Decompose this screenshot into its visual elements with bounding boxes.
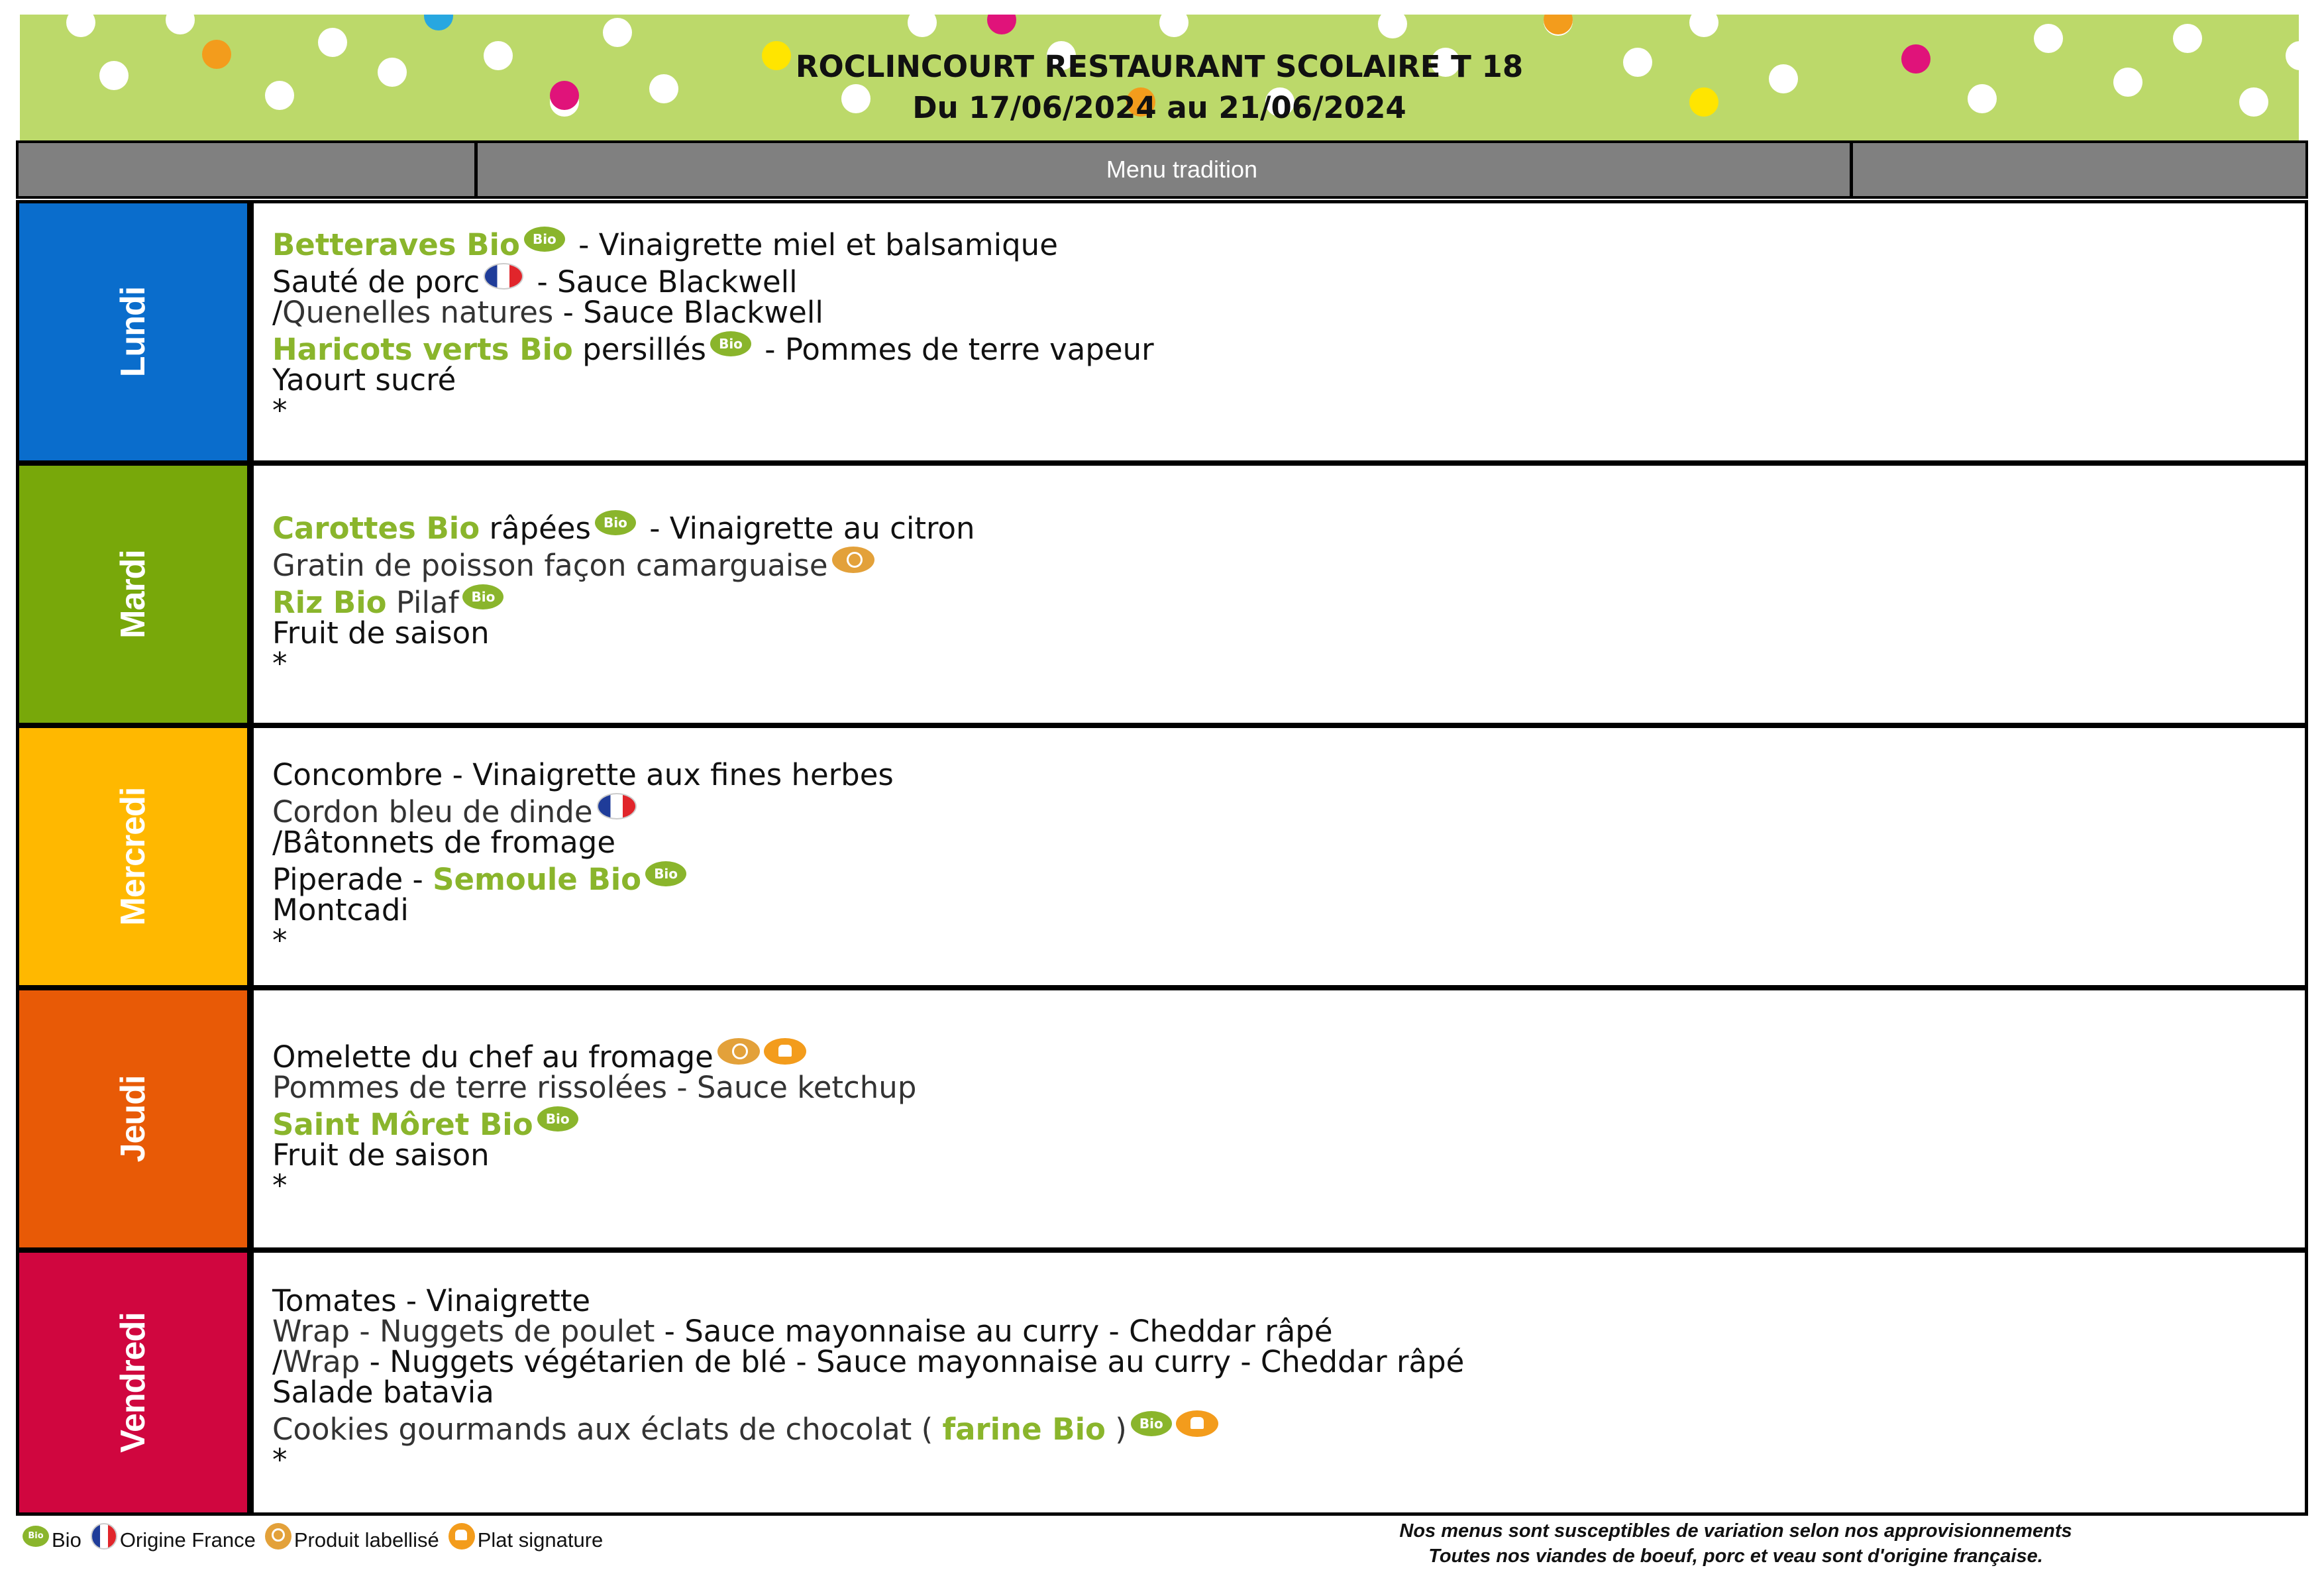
menu-items [272, 1039, 2292, 1203]
bio-icon: Bio [537, 1106, 578, 1132]
day-label: Mercredi [114, 787, 152, 926]
day-row-mercredi [16, 725, 2308, 988]
day-cell-mardi [19, 466, 254, 723]
menu-line: Riz Bio Pilaf Bio [272, 588, 2292, 618]
day-row-mardi [16, 462, 2308, 726]
menu-line: Carottes Bio râpées Bio - Vinaigrette au citron [272, 511, 975, 546]
menu-line: /Bâtonnets de fromage [272, 825, 616, 860]
france-flag-icon [484, 263, 523, 290]
menu-line: Tomates - Vinaigrette [272, 1283, 591, 1318]
day-cell-lundi [19, 203, 254, 460]
day-cell-vendredi [19, 1253, 254, 1512]
menu-line: Saint Môret Bio Bio [272, 1110, 2292, 1140]
menu-items [272, 757, 2292, 958]
bio-icon: Bio [645, 861, 686, 886]
menu-items [272, 513, 2292, 679]
menu-line: Wrap - Nuggets de poulet - Sauce mayonnaise au curry - Cheddar râpé [272, 1314, 1333, 1349]
day-label: Lundi [114, 286, 152, 378]
menu-items [272, 227, 2292, 428]
legend-item-signature: Plat signature [449, 1527, 604, 1554]
note-line: Nos menus sont susceptibles de variation selon nos approvisionnements [1399, 1520, 2072, 1542]
day-label: Jeudi [114, 1075, 152, 1163]
menu-type-label: Menu tradition [1106, 156, 1258, 183]
page-title: ROCLINCOURT RESTAURANT SCOLAIRE T 18 [795, 49, 1524, 84]
menu-line: Cookies gourmands aux éclats de chocolat ( farine Bio ) Bio [272, 1414, 2292, 1445]
menu-line: Concombre - Vinaigrette aux fines herbes [272, 757, 894, 792]
bio-icon: Bio [462, 584, 503, 609]
day-row-vendredi [16, 1249, 2308, 1516]
menu-line: Betteraves Bio Bio - Vinaigrette miel et balsamique [272, 227, 1058, 262]
date-range: Du 17/06/2024 au 21/06/2024 [912, 90, 1406, 125]
menu-line: Omelette du chef au fromage [272, 1042, 2292, 1073]
day-cell-jeudi [19, 990, 254, 1247]
chef-hat-icon [1176, 1410, 1218, 1437]
bio-icon: Bio [710, 331, 751, 356]
menu-line: Cordon bleu de dinde [272, 797, 2292, 827]
menu-line: Fruit de saison [272, 1137, 490, 1173]
chef-hat-icon [764, 1038, 806, 1065]
menu-line: * [272, 923, 288, 958]
legend-item-france: Origine France [91, 1527, 256, 1554]
note-line: Toutes nos viandes de boeuf, porc et veau sont d'origine française. [1428, 1546, 2043, 1567]
day-row-lundi [16, 200, 2308, 464]
bio-icon: Bio [524, 227, 565, 252]
label-rouge-icon [717, 1038, 760, 1065]
menu-line: Yaourt sucré [272, 362, 456, 397]
menu-line: /Wrap - Nuggets végétarien de blé - Sauce mayonnaise au curry - Cheddar râpé [272, 1344, 1465, 1379]
france-flag-icon [91, 1523, 117, 1550]
menu-line: Sauté de porc - Sauce Blackwell [272, 264, 798, 299]
header-banner [20, 15, 2299, 140]
legend-item-bio: Bio Bio [23, 1528, 81, 1552]
day-label: Mardi [114, 550, 152, 639]
menu-line: * [272, 646, 288, 681]
menu-line: Montcadi [272, 892, 409, 927]
footer-notes [1259, 1518, 2213, 1569]
chef-hat-icon [449, 1523, 475, 1550]
menu-type-bar [16, 140, 2308, 199]
menu-line: Fruit de saison [272, 615, 490, 651]
day-label: Vendredi [114, 1312, 152, 1453]
menu-line: * [272, 1442, 288, 1477]
menu-line: Piperade - Semoule Bio Bio [272, 865, 2292, 895]
bio-icon: Bio [595, 510, 636, 535]
menu-line: Gratin de poisson façon camarguaise [272, 551, 2292, 581]
day-row-jeudi [16, 987, 2308, 1251]
header-title [20, 46, 2299, 129]
bio-icon: Bio [23, 1526, 49, 1547]
menu-line: Pommes de terre rissolées - Sauce ketchup [272, 1070, 917, 1105]
menu-line: Haricots verts Bio persillés Bio - Pommes de terre vapeur [272, 332, 1154, 367]
legend-item-label: Produit labellisé [265, 1527, 439, 1554]
label-rouge-icon [832, 547, 874, 573]
menu-line: * [272, 1168, 288, 1203]
legend [23, 1524, 612, 1557]
menu-line: /Quenelles natures - Sauce Blackwell [272, 295, 823, 330]
menu-line: * [272, 393, 288, 428]
france-flag-icon [597, 793, 637, 819]
label-rouge-icon [265, 1523, 291, 1550]
bio-icon: Bio [1131, 1411, 1172, 1436]
day-cell-mercredi [19, 728, 254, 985]
menu-line: Salade batavia [272, 1375, 494, 1410]
menu-items [272, 1283, 2292, 1477]
